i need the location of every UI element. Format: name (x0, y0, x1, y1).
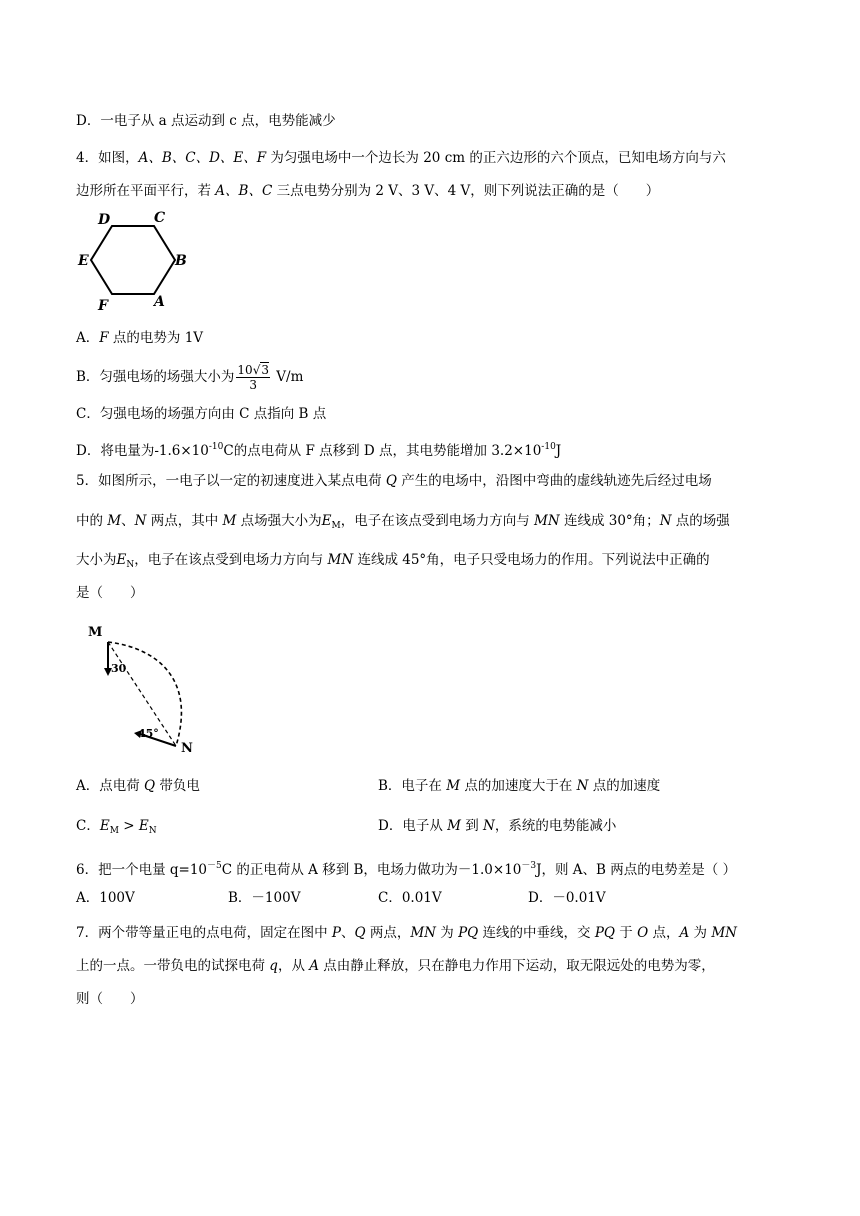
q7-stem-line3: 则（ ） (76, 991, 144, 1007)
q5-stem-line4: 是（ ） (76, 585, 144, 601)
q6-option-d[interactable]: D．－0.01V (528, 890, 606, 906)
q4-stem-line2: 边形所在平面平行，若 A、B、C 三点电势分别为 2 V、3 V、4 V，则下列说法正确的是（ ） (76, 183, 660, 199)
q7-stem-line1: 7．两个带等量正电的点电荷，固定在图中 P、Q 两点，MN 为 PQ 连线的中垂线，交 PQ 于 O 点，A 为 MN (76, 925, 737, 941)
q6-option-a[interactable]: A．100V (76, 890, 135, 906)
q6-option-b[interactable]: B．－100V (228, 890, 301, 906)
q5-option-b[interactable]: B．电子在 M 点的加速度大于在 N 点的加速度 (378, 778, 661, 794)
fig-label-30: 30 (111, 662, 127, 675)
hex-label-e: E (78, 253, 89, 269)
q4-stem-line1: 4．如图，A、B、C、D、E、F 为匀强电场中一个边长为 20 cm 的正六边形的六个顶点，已知电场方向与六 (76, 150, 726, 166)
hexagon-figure (74, 210, 194, 314)
fraction-10sqrt3-over-3: $\frac{10√3}{3}$ (237, 363, 269, 392)
hex-label-d: D (98, 212, 111, 228)
q4-option-b[interactable]: B．匀强电场的场强大小为 $\frac{10√3}{3}$ V/m (76, 363, 304, 392)
q7-stem-line2: 上的一点。一带负电的试探电荷 q，从 A 点由静止释放，只在静电力作用下运动，取无限远处的电势为零， (76, 958, 715, 974)
q6-option-c[interactable]: C．0.01V (378, 890, 442, 906)
hex-label-a: A (154, 294, 165, 310)
q5-stem-line1: 5．如图所示，一电子以一定的初速度进入某点电荷 Q 产生的电场中，沿图中弯曲的虚线轨迹先后经过电场 (76, 473, 712, 489)
q5-option-a[interactable]: A．点电荷 Q 带负电 (76, 778, 200, 794)
q5-stem-line3: 大小为$E_N$，电子在该点受到电场力方向与 MN 连线成 45°角，电子只受电场力的作用。下列说法中正确的 (76, 552, 710, 570)
fig-label-45: 45° (138, 727, 159, 740)
hex-label-f: F (98, 298, 108, 314)
q5-option-d[interactable]: D．电子从 M 到 N，系统的电势能减小 (378, 818, 617, 834)
fig-label-n: N (181, 741, 193, 756)
q4-option-c[interactable]: C．匀强电场的场强方向由 C 点指向 B 点 (76, 406, 327, 422)
fig-label-m: M (88, 625, 103, 640)
q4-option-a[interactable]: A．F 点的电势为 1V (76, 330, 204, 346)
q6-stem: 6．把一个电量 $q=10^{-5}C$ 的正电荷从 A 移到 B，电场力做功为$-1.0\times 10^{-3}J$，则 A、B 两点的电势差是（ ） (76, 861, 737, 878)
q5-stem-line2: 中的 M、N 两点，其中 M 点场强大小为$E_M$，电子在该点受到电场力方向与 MN 连线成 30°角；N 点的场强 (76, 513, 730, 531)
q4-option-d[interactable]: D．将电量为$-1.6\times 10^{-10}C$的点电荷从 F 点移到 D 点，其电势能增加 $3.2\times 10^{-10}J$ (76, 442, 562, 459)
hex-label-c: C (154, 210, 166, 226)
hex-label-b: B (175, 253, 187, 269)
q3-option-d[interactable]: D．一电子从 a 点运动到 c 点，电势能减少 (76, 113, 336, 129)
trajectory-figure (84, 620, 214, 760)
q5-option-c[interactable]: C．$E_M > E_N$ (76, 818, 157, 836)
